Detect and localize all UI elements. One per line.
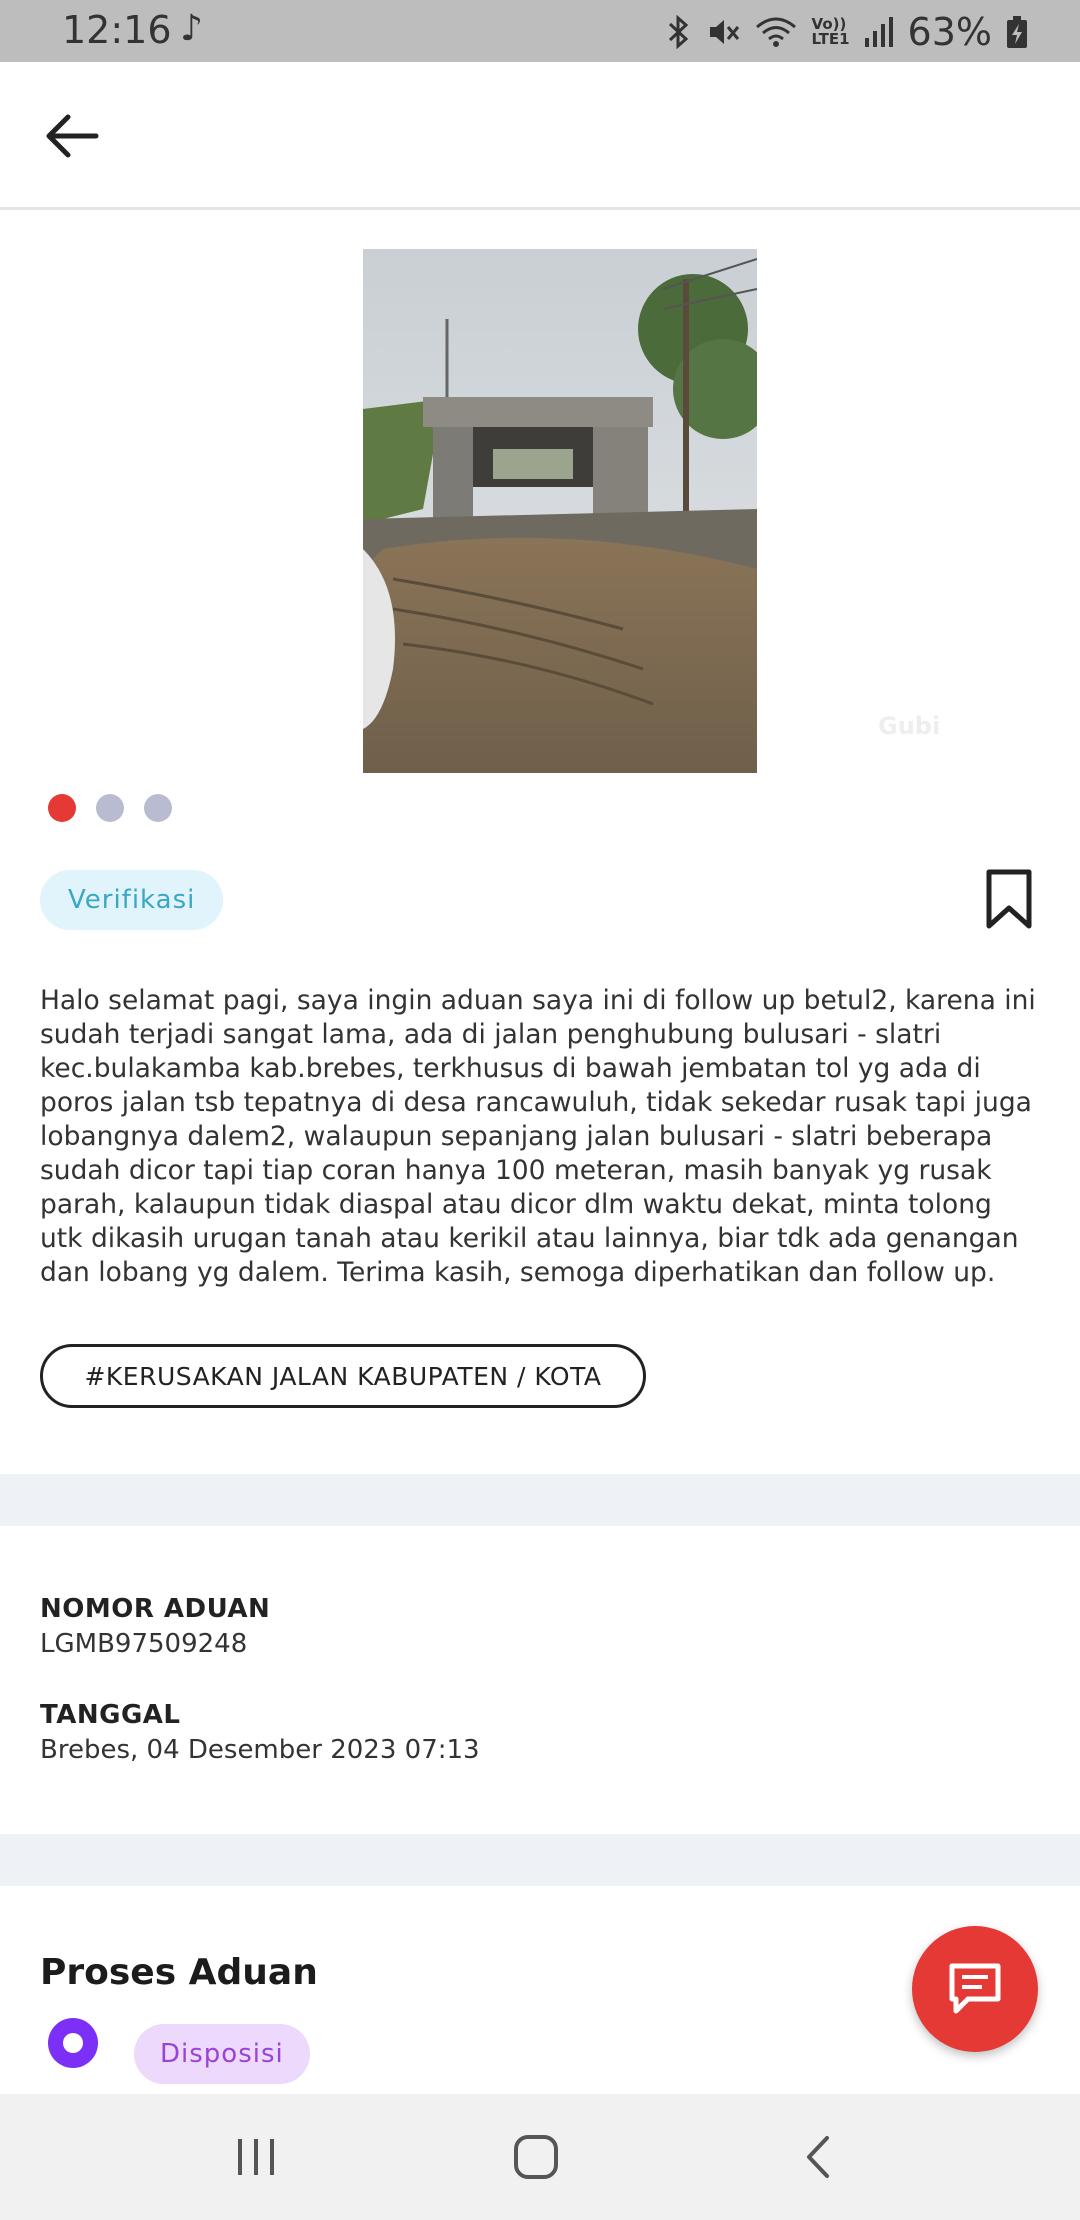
report-photo-image <box>363 249 757 773</box>
battery-charging-icon <box>1006 15 1028 49</box>
process-title: Proses Aduan <box>40 1952 318 1993</box>
bookmark-icon <box>984 868 1034 930</box>
carousel-indicator <box>48 794 172 822</box>
network-label-bottom: LTE1 <box>811 30 850 48</box>
report-date-label: TANGGAL <box>40 1700 181 1730</box>
timeline-step-marker <box>48 2018 98 2068</box>
signal-icon <box>864 16 894 48</box>
system-navigation-bar <box>0 2094 1080 2220</box>
mute-icon <box>706 15 740 49</box>
category-tag[interactable]: #KERUSAKAN JALAN KABUPATEN / KOTA <box>40 1344 646 1408</box>
music-note-icon: ♪ <box>180 8 203 49</box>
status-time: 12:16 <box>62 8 172 52</box>
back-button[interactable] <box>36 104 108 168</box>
system-back-button[interactable] <box>773 2122 863 2192</box>
carousel-dot-1[interactable] <box>48 794 76 822</box>
chevron-left-icon <box>803 2134 833 2180</box>
bookmark-button[interactable] <box>984 868 1034 930</box>
report-number-value: LGMB97509248 <box>40 1629 248 1659</box>
carousel-dot-2[interactable] <box>96 794 124 822</box>
chat-icon <box>946 1961 1004 2017</box>
status-badge: Verifikasi <box>40 870 223 930</box>
recent-apps-button[interactable] <box>211 2122 301 2192</box>
process-step-badge: Disposisi <box>134 2024 310 2084</box>
image-watermark: Gubi <box>878 712 941 740</box>
status-icons <box>666 10 1028 54</box>
network-label <box>812 17 850 47</box>
chat-button[interactable] <box>912 1926 1038 2052</box>
arrow-left-icon <box>44 113 100 159</box>
network-label-top: Vo)) <box>811 15 847 33</box>
bluetooth-icon <box>666 15 692 49</box>
section-divider <box>0 1834 1080 1886</box>
home-button[interactable] <box>491 2122 581 2192</box>
report-photo[interactable] <box>363 249 757 773</box>
app-bar <box>0 62 1080 210</box>
recent-apps-icon <box>234 2137 278 2177</box>
battery-percent: 63% <box>907 10 992 54</box>
report-number-label: NOMOR ADUAN <box>40 1594 271 1624</box>
section-divider <box>0 1474 1080 1526</box>
carousel-dot-3[interactable] <box>144 794 172 822</box>
wifi-icon <box>754 15 798 49</box>
status-bar <box>0 0 1080 62</box>
report-date-value: Brebes, 04 Desember 2023 07:13 <box>40 1735 480 1765</box>
report-description: Halo selamat pagi, saya ingin aduan saya ini di follow up betul2, karena ini sudah terjadi sangat lama, ada di jalan penghubung bulusari - slatri kec.bulakamba kab.brebes, terkhusus di bawah jembatan tol yg ada di poros jalan tsb tepatnya di desa rancawuluh, tidak sekedar rusak tapi juga lobangnya dalem2, walaupun sepanjang jalan bulusari - slatri beberapa sudah dicor tapi tiap coran hanya 100 meteran, masih banyak yg rusak parah, kalaupun tidak diaspal atau dicor dlm waktu dekat, minta tolong utk dikasih urugan tanah atau kerikil atau lainnya, biar tdk ada genangan dan lobang yg dalem. Terima kasih, semoga diperhatikan dan follow up. <box>40 985 1036 1288</box>
home-icon <box>513 2134 559 2180</box>
